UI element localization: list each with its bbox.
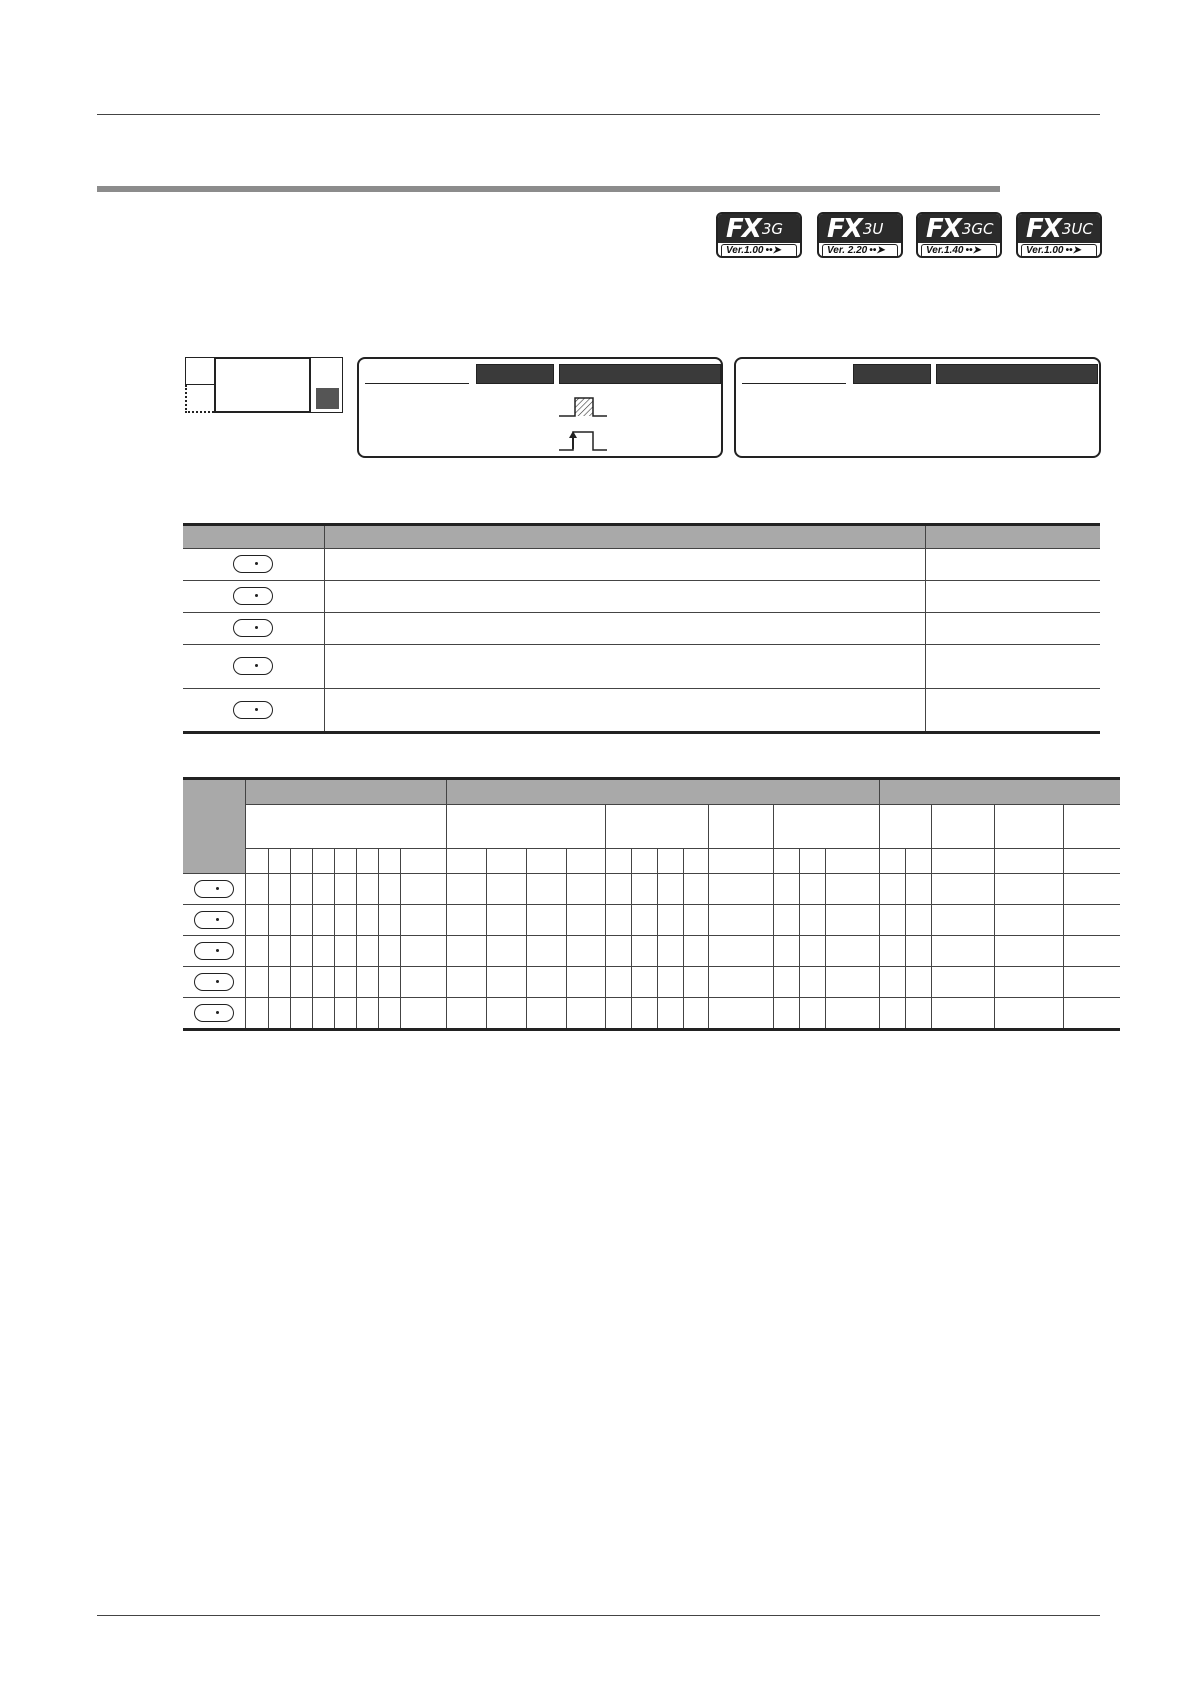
table-row bbox=[183, 874, 1120, 905]
badge-fx3gc: FX 3GC Ver.1.40 ••➤ bbox=[916, 212, 1002, 258]
operand-pill-icon bbox=[233, 619, 273, 637]
panel-header-block bbox=[936, 364, 1098, 384]
table-header-cell bbox=[324, 525, 925, 549]
operand-pill-icon bbox=[194, 911, 234, 929]
symbol-left-cell bbox=[185, 357, 214, 385]
table-header-cell bbox=[183, 525, 324, 549]
device-table bbox=[183, 777, 1120, 1031]
arrow-right-icon: ••➤ bbox=[965, 245, 981, 256]
panel-header-block bbox=[559, 364, 721, 384]
table-row bbox=[183, 549, 1100, 581]
table-row bbox=[183, 645, 1100, 689]
operand-table bbox=[183, 523, 1100, 734]
bottom-rule bbox=[97, 1615, 1100, 1616]
bit-devices-header bbox=[245, 779, 446, 805]
badge-fx3uc: FX 3UC Ver.1.00 ••➤ bbox=[1016, 212, 1102, 258]
operand-pill-icon bbox=[233, 555, 273, 573]
table-header-row bbox=[183, 525, 1100, 549]
operand-pill-icon bbox=[233, 587, 273, 605]
table-header-row bbox=[183, 779, 1120, 805]
arrow-right-icon: ••➤ bbox=[869, 245, 885, 256]
table-subheader-row bbox=[183, 805, 1120, 849]
table-row bbox=[183, 613, 1100, 645]
panel-header-block bbox=[853, 364, 931, 384]
panel-header-block bbox=[476, 364, 554, 384]
word-devices-header bbox=[446, 779, 879, 805]
badge-fx3u: FX 3U Ver. 2.20 ••➤ bbox=[817, 212, 903, 258]
table-row bbox=[183, 581, 1100, 613]
table-subheader-row bbox=[183, 849, 1120, 874]
table-row bbox=[183, 967, 1120, 998]
operand-pill-icon bbox=[194, 880, 234, 898]
section-heading-bar bbox=[97, 186, 1000, 192]
panel-label-line bbox=[365, 383, 469, 384]
badge-fx3g: FX 3G Ver.1.00 ••➤ bbox=[716, 212, 802, 258]
table-row bbox=[183, 998, 1120, 1030]
table-header-cell bbox=[926, 525, 1100, 549]
table-row bbox=[183, 905, 1120, 936]
symbol-main-cell bbox=[214, 357, 311, 413]
operand-pill-icon bbox=[194, 973, 234, 991]
operation-panel bbox=[734, 357, 1101, 458]
table-row bbox=[183, 936, 1120, 967]
panel-label-line bbox=[742, 383, 846, 384]
arrow-right-icon: ••➤ bbox=[1065, 245, 1081, 256]
symbol-dotted-cell bbox=[185, 385, 214, 413]
top-rule bbox=[97, 114, 1100, 115]
operand-type-header bbox=[183, 779, 245, 874]
operand-pill-icon bbox=[194, 1004, 234, 1022]
pulse-rising-edge-icon bbox=[559, 427, 609, 455]
others-header bbox=[879, 779, 1120, 805]
table-row bbox=[183, 689, 1100, 733]
arrow-right-icon: ••➤ bbox=[765, 245, 781, 256]
operation-panel bbox=[357, 357, 723, 458]
symbol-filled-square bbox=[316, 388, 339, 409]
operand-pill-icon bbox=[194, 942, 234, 960]
operand-pill-icon bbox=[233, 657, 273, 675]
instruction-symbol-box bbox=[185, 357, 343, 413]
operand-pill-icon bbox=[233, 701, 273, 719]
